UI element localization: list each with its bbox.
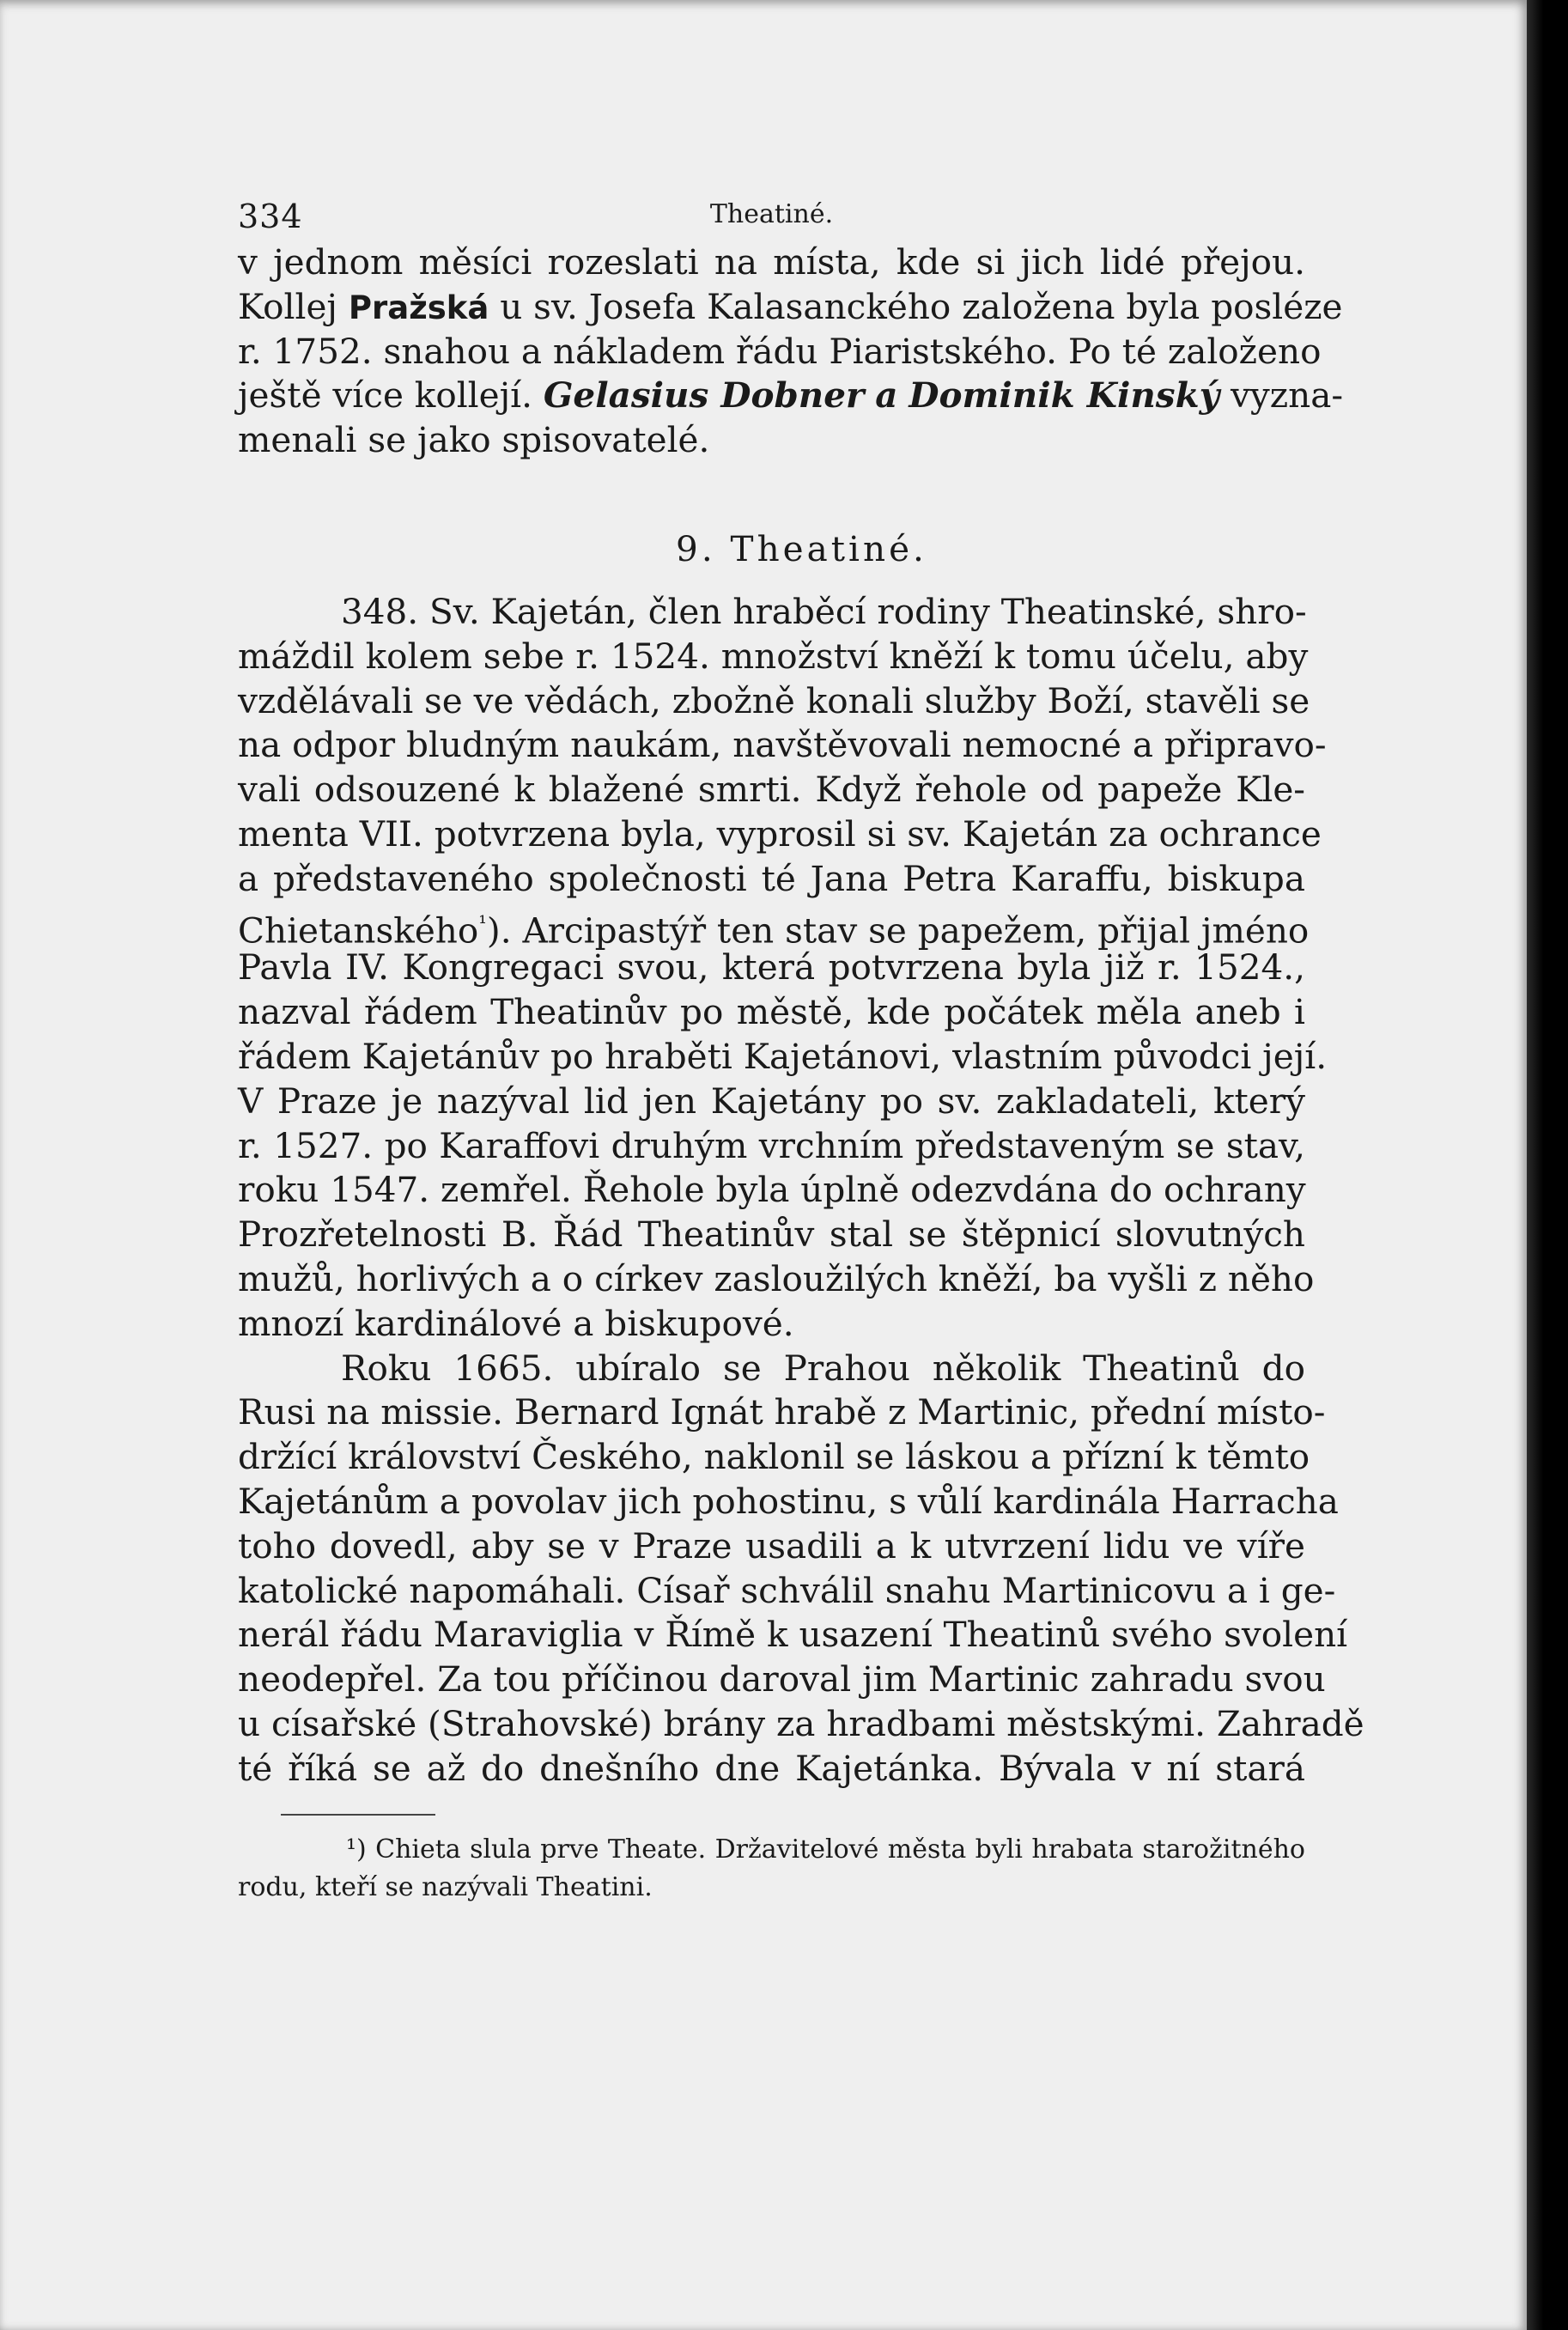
text-line: r. 1752. snahou a nákladem řádu Piaristského. Po té založeno	[238, 330, 1322, 372]
text-span: u sv. Josefa Kalasanckého založena byla posléze	[500, 285, 1343, 327]
text-line: držící království Českého, naklonil se láskou a přízní k těmto	[238, 1436, 1310, 1478]
text-line: máždil kolem sebe r. 1524. množství kněží k tomu účelu, aby	[238, 635, 1309, 677]
footnote	[238, 1831, 1305, 1907]
text-line: mnozí kardinálové a biskupové.	[238, 1302, 794, 1344]
footnote-marker: ¹)	[346, 1834, 367, 1865]
text-span: ). Arcipastýř ten stav se papežem, přijal jméno	[486, 909, 1310, 952]
running-head	[238, 180, 1305, 240]
text-line: Roku 1665. ubíralo se Prahou několik Theatinů do	[341, 1347, 1305, 1389]
text-line: menali se jako spisovatelé.	[238, 419, 710, 461]
text-line: roku 1547. zemřel. Řehole byla úplně odezvdána do ochrany	[238, 1169, 1306, 1211]
footnote-text: Chieta slula prve Theate. Državitelové města byli hrabata starožitného	[375, 1834, 1305, 1865]
text-line: neodepřel. Za tou příčinou daroval jim Martinic zahradu svou	[238, 1658, 1326, 1700]
text-span: vyzna-	[1231, 374, 1344, 417]
footnote-rule	[281, 1814, 435, 1816]
text-line: mužů, horlivých a o církev zasloužilých kněží, ba vyšli z něho	[238, 1257, 1315, 1299]
paragraph-348	[238, 590, 1328, 1347]
text-line: vali odsouzené k blažené smrti. Když řehole od papeže Kle-	[238, 769, 1305, 811]
text-line: katolické napomáhali. Císař schválil snahu Martinicovu a i ge-	[238, 1569, 1336, 1611]
scan-edge	[1527, 0, 1568, 2330]
text-line	[238, 374, 1344, 418]
text-span: Kollej	[238, 285, 337, 327]
running-title: Theatiné.	[709, 199, 834, 229]
text-line: toho dovedl, aby se v Praze usadili a k utvrzení lidu ve víře	[238, 1524, 1305, 1567]
text-line: na odpor bludným naukám, navštěvovali nemocné a připravo-	[238, 724, 1327, 766]
text-line: nerál řádu Maraviglia v Římě k usazení Theatinů svého svolení	[238, 1614, 1348, 1656]
italic-name: Gelasius Dobner	[543, 374, 865, 417]
text-line: v jednom měsíci rozeslati na místa, kde si jich lidé přejou.	[238, 241, 1305, 283]
page-number: 334	[238, 198, 303, 235]
text-line: té říká se až do dnešního dne Kajetánka. Bývala v ní stará	[238, 1747, 1305, 1789]
text-line: menta VII. potvrzena byla, vyprosil si sv. Kajetán za ochrance	[238, 812, 1322, 855]
text-line: Rusi na missie. Bernard Ignát hrabě z Martinic, přední místo-	[238, 1391, 1326, 1433]
text-line: Prozřetelnosti B. Řád Theatinův stal se štěpnicí slovutných	[238, 1214, 1305, 1256]
italic-name: Dominik Kinský	[909, 374, 1220, 417]
text-line: r. 1527. po Karaffovi druhým vrchním představeným se stav,	[238, 1124, 1305, 1166]
footnote-reference[interactable]: ¹	[478, 910, 487, 935]
text-block	[238, 180, 1364, 1907]
text-line: nazval řádem Theatinův po městě, kde počátek měla aneb i	[238, 991, 1305, 1033]
text-line	[238, 285, 1343, 330]
intro-paragraph	[238, 240, 1344, 463]
paragraph-1665	[238, 1347, 1364, 1792]
text-line: Pavla IV. Kongregaci svou, která potvrzena byla již r. 1524.,	[238, 946, 1305, 989]
text-line: 348. Sv. Kajetán, člen hraběcí rodiny Theatinské, shro-	[341, 590, 1307, 632]
text-line: řádem Kajetánův po hraběti Kajetánovi, vlastním původci její.	[238, 1035, 1328, 1077]
text-line: V Praze je nazýval lid jen Kajetány po sv. zakladateli, který	[238, 1080, 1305, 1122]
bold-term: Pražská	[348, 289, 489, 326]
section-heading: 9. Theatiné.	[676, 527, 927, 569]
footnote-line	[238, 1831, 1305, 1869]
text-line	[238, 902, 1310, 952]
text-line: vzdělávali se ve vědách, zbožně konali služby Boží, stavěli se	[238, 679, 1310, 721]
italic-conjunction: a	[875, 374, 898, 417]
footnote-line: rodu, kteří se nazývali Theatini.	[238, 1871, 653, 1902]
text-line: Kajetánům a povolav jich pohostinu, s vůlí kardinála Harracha	[238, 1480, 1339, 1522]
text-span: ještě více kollejí.	[238, 374, 532, 417]
text-line: u císařské (Strahovské) brány za hradbami městskými. Zahradě	[238, 1702, 1364, 1744]
text-line: a představeného společnosti té Jana Petra Karaffu, biskupa	[238, 857, 1305, 899]
text-span: Chietanského	[238, 909, 479, 952]
